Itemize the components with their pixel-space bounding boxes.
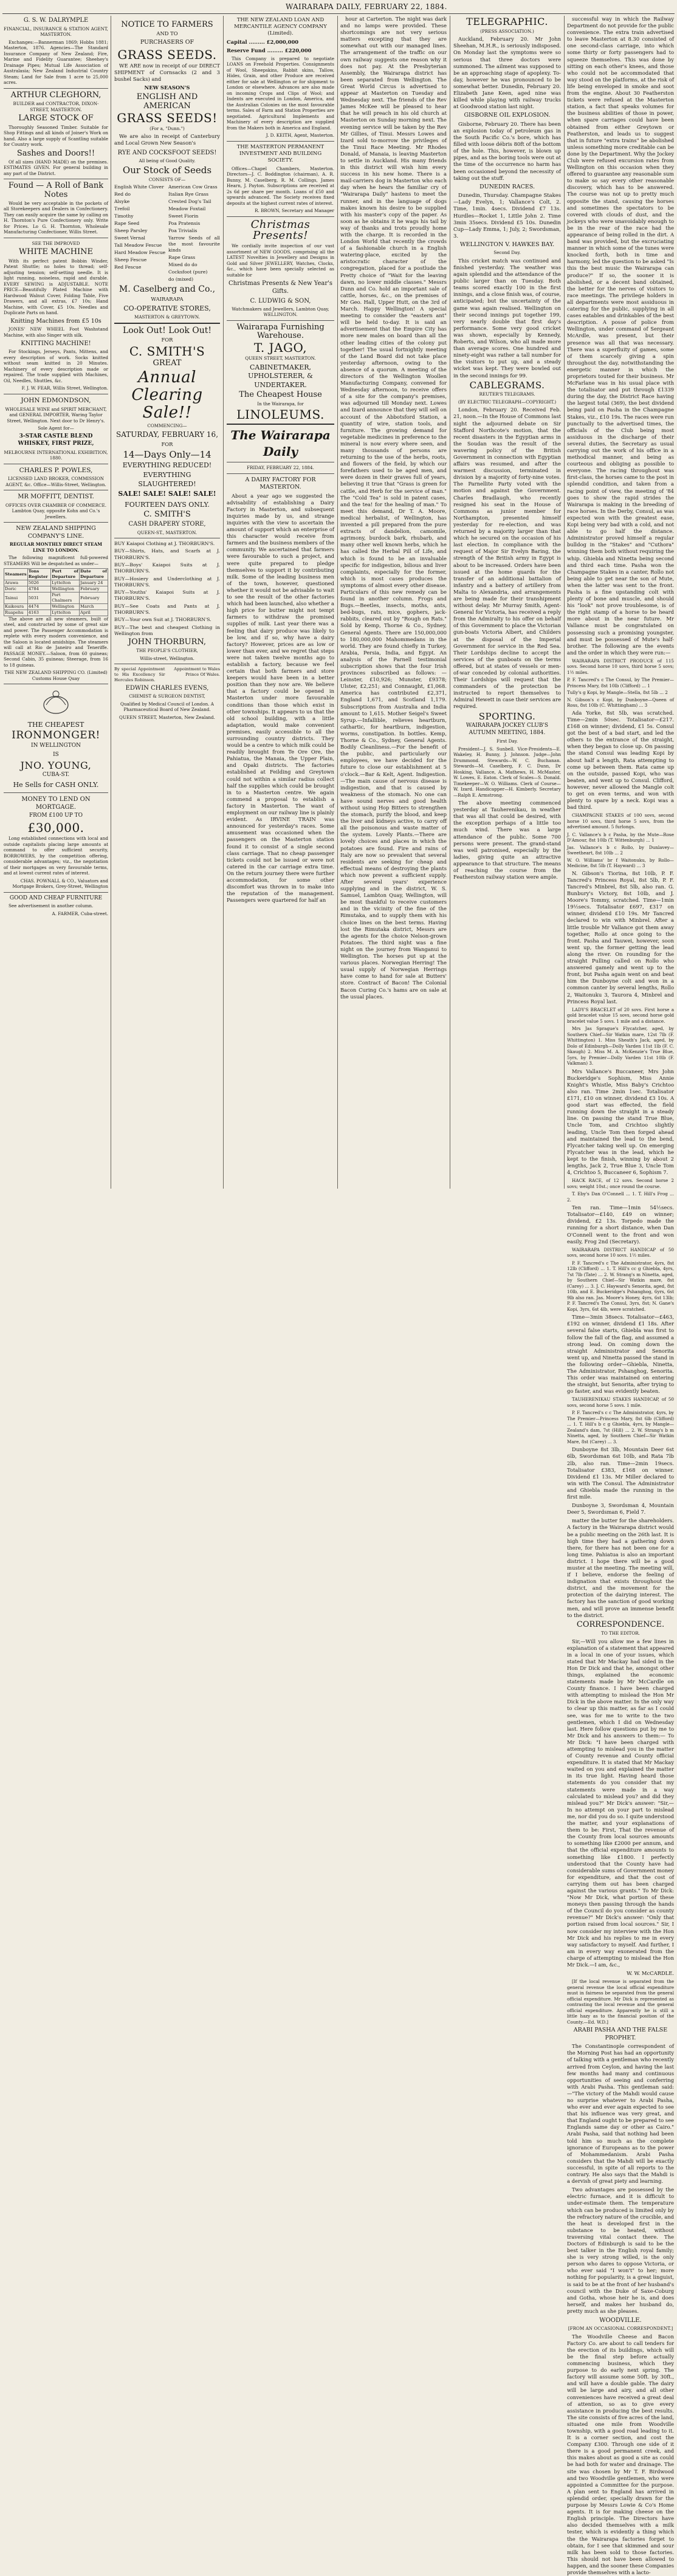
column-5 — [453, 16, 561, 1189]
ironmonger-heading: IRONMONGER! — [12, 729, 100, 742]
moffitt-heading: MR MOFFITT, DENTIST. — [18, 493, 94, 501]
column-3 — [227, 16, 334, 1189]
edwin-address: QUEEN STREET, Masterton, New Zealand. — [119, 714, 215, 720]
table-row: Doric 4784 Wellington February — [4, 586, 108, 592]
ironmonger-sub: IN WELLINGTON — [31, 742, 81, 749]
letter-body: matter the butter for the shareholders. A factory in the Wairarapa district would be a public meeting on the 26th last. It is high time they had a gathering down there, for there has not been one for a long time. Pahiatua is also an important district. I hope there will be a good muster at the meeting. The meeting will, if I believe, endorse the feeling of indignation that exists throughout the district, and the movement for the protection of the dairying interest. The factory has the sanction of good working men, and will prove an immense benefit to the district. — [567, 1517, 674, 1618]
column-rule — [337, 16, 338, 1189]
ladys-body: Mrs Vallance's Buccaneer, Mrs John Buckeridge's Sophism, Miss Annie Knight's Whistle, Miss Baby's Crichtoo also ran. Time 2min 1sec. Totalisator £171, £10 on winner, dividend £3 10s. A good start was effected, the field running down the straight in a steady line. On passing the stand True Blue, Uncle Tom, and Crichtoo slightly leading, Uncle Tom then forged ahead and maintained the lead to the bend, Flycatcher taking well up. On emerging Flycatcher was in the lead, which he kept to the finish, winning by about 2 lengths, Jack 2, True Blue 3, Uncle Tom 4, Crichtoo 5, Buccaneer 6, Sophism 7. — [567, 1068, 674, 1176]
in-wairarapa: In the Wairarapa, for — [257, 400, 304, 407]
dalrymple-sub: FINANCIAL, INSURANCE & STATION AGENT, MASTERTON. — [4, 26, 108, 38]
thorburn-heading: JOHN THORBURN, — [128, 637, 207, 647]
list-item: Crested Dog's Tail — [168, 199, 211, 205]
knitting-body: JONES' NEW WHEEL Foot Washstand Machine, with also Singer with silk. — [4, 326, 108, 338]
stock-seeds-heading: Our Stock of Seeds — [122, 165, 212, 176]
hack-body: Ten ran. Time—1min 54½secs. Totalisator—£140, £49 on winner; dividend, £2 13s. Torpedo made the running for a short distance, when Dan O'Connell went to the front and won easily, Frog 2nd (Secretary). — [567, 1204, 674, 1245]
young-sub: CUBA-ST. — [42, 772, 70, 778]
wdh-results: P. F. Tancred's c The Administrator, 4yrs, 8st 12lb (Clifford) ... 1. T. Hill's cc g Ghiebla, 4yrs, 7st 7lb (Tate) ... 2. W. Strang's m Ninetta, aged, by Southern Chief—Sir Watkin mare, 8st (Carey) ... 3. J. C. Hayward's Senorita, aged, 8st 10lb, and E. Buckeridge's Pshanghog, 6yrs, 6st 9lb also ran. Jas. Moore's Honey, 4yrs, 6st 13lb; P. F. Tancred's The Consul, 3yrs, 8st; N. Gane's Kopi, 3yrs, 6st 4lb, were scratched. — [567, 1260, 674, 1312]
list-item: BUY—Hosiery and Underclothing at J. THORBURN'S. — [114, 575, 220, 588]
list-item: BUY—Your own Suit at J. THORBURN'S. — [114, 617, 211, 623]
and-to: AND TO — [156, 30, 178, 37]
paper-logo: The Wairarapa Daily — [230, 428, 331, 459]
champagne-heading: CHAMPAGNE STAKES of 100 sovs, second horse 10 sovs, third horse 5 sovs, from the advertised amount. 5 furlongs. — [567, 812, 674, 830]
list-item: Cocksfoot (pure) — [168, 269, 208, 275]
cheapest-house: The Cheapest House — [239, 390, 322, 400]
edwin-heading: EDWIN CHARLES EVENS, — [125, 685, 209, 692]
list-item: Yarrow Seeds of all the most favourite kinds — [168, 235, 220, 253]
thorburn-place: Willis-street, Wellington. — [140, 655, 194, 661]
money-signature: CHAS. POWNALL & CO., Valuators and Mortgage Brokers, Grey-Street, Wellington — [12, 878, 108, 890]
clearing-heading: Clearing — [131, 386, 203, 405]
caselberg-place: WAIRARAPA — [151, 295, 184, 302]
table-header: Tons Register — [27, 569, 51, 580]
mpi-body: Offices—Chapel Chambers, Masterton. Directors—J. C. Boddington (chairman), A. R. Bunny, M. Caselberg, R. M. Collings, James Hearn, J. Payton. Subscriptions are received at 2s 6d per share per month. Loans of £50 and upwards advanced. The Society receives fixed deposits at the highest current rates of interest. — [227, 165, 334, 206]
days-heading: 14—Days Only—14 — [123, 449, 211, 461]
table-row: Kaikoura 4474 Wellington March — [4, 604, 108, 610]
list-item: N. Gibson's c Kopi, by Dunboyne—Queen of Ross, 8st 10lb (C. Whittingham) ... 3 — [567, 696, 674, 709]
ironmonger-is: IS — [53, 751, 59, 758]
list-item: Sweet Vernal — [114, 235, 145, 241]
telegraphic-sub: (PRESS ASSOCIATION.) — [480, 28, 534, 34]
list-item: Poa Trivialis — [168, 228, 198, 234]
gisborne-body: Gisborne, February 20. There has been an explosion today of petroleum gas in the South Pacific Co.'s bore, which has filled with loose débris 80ft of the bottom of the hole. This, however, is blown up pipes, and as the boring tools were out at the time of the occurrence no harm has been occasioned beyond the necessity of taking out the stuff. — [453, 120, 561, 181]
ladys-heading: LADY'S BRACELET of 20 sovs. First horse a gold bracelet value 15 sovs, second horse gold bracelet value 5 sovs. 1 mile and a distance. — [567, 1006, 674, 1024]
stock-heading: LARGE STOCK OF — [18, 114, 94, 123]
column-2 — [114, 16, 220, 1189]
knitting2-heading: KNITTING MACHINE! — [21, 340, 91, 348]
list-item: Jas. Vallance's b c Rollo, by Dunlavey—Sweetheart, 8st 10lb ... 2 — [567, 844, 674, 856]
hack-heading: HACK RACE, of 12 sovs. Second horse 2 sovs; weight 10st.; once round the course. — [567, 1178, 674, 1189]
gisborne-heading: GISBORNE OIL EXPLOSION. — [464, 112, 551, 119]
cheapest-heading: THE CHEAPEST — [27, 720, 84, 729]
edwin-body: Qualified by Medical Council of London. A Pharmaceutical Board of New Zealand. — [120, 701, 214, 713]
list-item: Tully's g Kopi, by Mangle—Stella, 8st 5lb ... 2 — [567, 690, 668, 696]
consists-of: CONSISTS OF— — [148, 176, 186, 182]
white-body: With its perfect patent Bobbin Winder, Patent Shuttle; no holes to thread; self-adjusting tension; self-setting needle. It is light running, noiseless, rapid and durable. EVERY SEWING is ADJUSTABLE. NOTE PRICE—Beautifully Plated Machine with Hardwood Walnut Cover, Folding Table, Five Drawers, and all extras, £7 10s; Hand Machine, with Cover, £5 10s. Needles and Duplicate Parts on hand. — [4, 258, 108, 316]
wjc-officers: President—J. S. Sunbell. Vice-Presidents—E. Wakeley, H. Bunny, J. Johnson. Judge—John Drummond. Stewards—W. C. Buchanan. Stewards—M. Caselberg, F. C. Dunn, Dr Hosking, Vallance, A. Mathews, H. McMaster, W. Lowes, E. Eaton. Clerk of Scales—S. Donald. Timekeeper—W. O. Williams. Clerk of Course—W. Izard. Handicapper—H. Kimberly. Secretary—Ralph E. Armstrong. — [453, 746, 561, 798]
sashes-body: Of all sizes (HAND MADE) on the premises. ESTIMATES GIVEN. For general building in any part of the District. — [4, 159, 108, 176]
cleghorn-sub: BUILDER and CONTRACTOR, DIXON-STREET, MASTERTON. — [13, 101, 99, 112]
nz-shipping-body: The following magnificent full-powered STEAMERS Will be despatched as under— — [4, 555, 108, 566]
edmondson-exhibition: MELBOURNE INTERNATIONAL EXHIBITION, 1880. — [4, 449, 108, 461]
coop-sub: MASTERTON & GREYTOWN. — [134, 314, 201, 320]
for2-text: FOR — [161, 441, 173, 447]
dunedin-body: Dunedin, Thursday. Champagne Stakes—Lady Evelyn, 1; Vallance's Colt, 2. Time, 1min. 4secs. Dividend £7 13s. Hurdles—Rocket 1, Little John 2. Time 3min 35secs. Dividend £5 10s. Dunedin Cup—Lady Emma, 1; July, 2; Swordsman, 3. — [453, 192, 561, 239]
cash-heading: He Sells for CASH ONLY. — [13, 781, 99, 789]
nzloan-heading: THE NEW ZEALAND LOAN AND MERCANTILE AGENCY COMPANY (Limited). — [234, 17, 327, 37]
hack-results: T. Eby's Dan O'Connell ... 1. T. Hill's Frog ... 2. — [567, 1191, 674, 1203]
ludwig-sub: Watchmakers and Jewellers, Lambton Quay, WELLINGTON. — [232, 306, 329, 318]
list-item: P. F. Tancred's c The Consul, by The Premier—Princess Mary, 8st 10lb (Clifford) ... 1 — [567, 677, 674, 689]
dalrymple-heading: G. S. W. DALRYMPLE — [23, 17, 89, 24]
great-text: GREAT — [153, 359, 182, 368]
wh-sub: Second Day. — [493, 250, 521, 256]
mpi-heading: THE MASTERTON PERMANENT INVESTMENT AND BUILDING SOCIETY. — [236, 143, 325, 164]
list-item: Rape Seed — [114, 221, 140, 227]
list-item: do (mixed) — [168, 276, 194, 283]
cabinet-heading: CABINETMAKER, UPHOLSTERER, & UNDERTAKER. — [248, 363, 313, 389]
coop-heading: CO-OPERATIVE STORES, — [123, 304, 211, 312]
wjc-sub: First Day. — [496, 738, 518, 744]
powles-sub: LICENSED LAND BROKER, COMMISSION AGENT, &c. Office—Willis-Street, Wellington. — [5, 476, 106, 487]
edwin-sub: CHEMIST & SURGEON DENTIST, — [129, 693, 205, 699]
canterbury-text: We are also in receipt of Canterbury and Local Grown New Season's — [114, 133, 220, 146]
csmith-heading: C. SMITH'S — [129, 344, 205, 359]
money-heading: MONEY TO LEND ON MORTGAGE. — [21, 795, 91, 811]
royal-row — [114, 667, 220, 683]
money-range: FROM £100 UP TO — [29, 812, 83, 819]
knitting-signature: F. J. W. FEAR, Willis Street, Wellington. — [21, 385, 108, 391]
cleghorn-heading: ARTHUR CLEGHORN, — [10, 90, 101, 100]
race-body3: N. Gibson's Tiorina, 8st 10lb, P. F. Tancred's Princess Royal, 8st 5lb, P. F. Tancred's Minbrel, 8st 5lb, also ran. G. Bunbury's Victory, 8st 10lb, and J. Moore's Tommy, scratched. Time—1min 19½secs. Totalisator £697, £317 on winner, dividend £10 19s. Mr Tancred declared to win with Minbrel. After a little trouble Mr Vallance got them away together, Rollo at once going to the front. Pasha and Tauwei, however, soon went up, the former getting the lead along the river. On rounding for the straight Pulling called on Rollo who answered gamely and went up to the front, but Pasha again went on and beat him the Dunboyne colt and won in a common canter by several lengths, Rollo 2, Waitonuku 3, Taurora 4, Minbrel and Princess Royal last. — [567, 870, 674, 1005]
for-text: FOR — [161, 337, 173, 343]
queen-st: QUEEN-ST., MASTERTON. — [137, 529, 198, 535]
list-item: Sheep Fescue — [114, 257, 147, 263]
buy-list — [114, 541, 220, 637]
dairy-body: About a year ago we suggested the advisability of establishing a Dairy Factory in Masterton, and subsequent inquiries made by us, and strange inquiries with the view to ascertain the amount of support which an enterprise of this character would receive from farmers and the business members of the community. We ascertained that farmers were favourable to such a project, and were quite prepared to pledge themselves to support it by contributing milk. Some of the leading business men of the town, however, questioned whether it would not be advisable to wait to see the result of the other factories which had been launched, also whether a high price for butter might not tempt farmers to withdraw the promised supplies of milk. Last year there was a feeling that dairy produce was likely to be low, and if so, why have a dairy factory? However, prices are as low or lower than ever, and we regret that steps were not taken twelve months ago to establish a factory, because we feel certain that both farmers and store keepers would have been in a better position than they now are. We believe that a factory could be opened in Masterton under more favourable conditions than those which exist in other townships. It appears to us that the old school building, with a little adaptation, would make convenient premises, easily accessible to all the surrounding country districts. They would be a centre to which milk could be readily brought from Te Ore Ore, the Pahiatua, the Manaia, the Upper Plain, and Opaki districts. The factories established at Feilding and Greytown could not within a similar radius collect half the supplies which could be brought in to a Masterton centre. We again commend a proposal to establish a factory in Masterton. The want of employment on our railway line is plainly evident. As IRVINE TRAIN was announced for yesterday's races. Some amusement was occasioned when the passengers on the Masterton station found it to consist of a single second class carriage. That no cheap passenger tickets could not be issued or were not catered in the car carriage extra time. On the return journey there were further accommodation, for some other discomfort was thrown in to make into the reputation of the management. Passengers were quartered for half an — [227, 492, 334, 904]
wdh-heading: WAIRARAPA DISTRICT HANDICAP of 50 sovs, second horse 10 sovs. 1½ miles. — [567, 1246, 674, 1259]
list-item: American Cow Grass — [168, 184, 218, 190]
furniture-body: See advertisement in another column. — [9, 903, 94, 909]
masthead — [0, 2, 677, 13]
rye-heading: RYE AND COCKSFOOT SEEDS! — [117, 149, 217, 156]
race-body2: Ada Yorke, 8st 5lb, was scratched. Time—2min 50sec. Totalisator—£217. £168 on winner; dividend, £1 5s. Consul got the best of a bad start, and led the others to the entrance of the straight, when they began to close up. On passing the stand Consul was leading Kopi by about half a length, Rata attempting to come up between them. Rata came up on the outside, passed Kopi, who was beaten, and went up to Consul. Clifford, however, never allowed the Mangle colt to get on even terms, and won with plenty to spare by a neck. Kopi was a bad third. — [567, 709, 674, 811]
white-heading: WHITE MACHINE — [18, 247, 94, 257]
knitting-heading: Knitting Machines from £5 10s — [10, 317, 101, 325]
list-item: Sweet Fiorin — [168, 213, 199, 219]
results-list — [567, 677, 674, 709]
for-dunn: (For a, "Dunn.") — [149, 125, 185, 131]
list-item: Sheep Parsley — [114, 228, 148, 234]
table-header: Port of Departure — [52, 569, 78, 580]
list-item: Mixed do do — [168, 262, 198, 268]
ironmonger-emblem — [4, 687, 108, 719]
edmondson-heading: JOHN EDMONDSON, — [21, 396, 91, 404]
column-6 — [567, 16, 674, 2575]
two-body: Two advantages are possessed by the electric furnace, and it is difficult to under-estimate them. The temperature which can be produced is limited only by the refractory nature of the crucible, and the heat is developed first in the substance to be heated, without traversing vital contact there. The Doctors of Edinburgh is said to be the best talker in the English royal family; she is very strong willed, is the only person who dares to oppose Victoria, or who ever said "I won't" to her; more nothing for popularity, is a great linguist, is said to be at the front of her husband's council with the Duke of Saxe-Coburg and Gotha, whose heir he is, and does herself, and makes her husband do, pretty much as she pleases. — [567, 2186, 674, 2314]
moffitt-sub: OFFICES OVER CHAMBER OF COMMERCE. Lambton Quay, opposite Kohn and Co.'s Jewellers. — [5, 502, 107, 520]
wjc-heading: WAIRARAPA JOCKEY CLUB'S AUTUMN MEETING, 1884. — [466, 723, 549, 737]
arabi-heading: ARABI PASHA AND THE FALSE PROPHET. — [573, 2027, 668, 2041]
table-header: Steamers — [4, 569, 28, 580]
race-body: successful way in which the Railway Department do not provide for the public convenience. The extra train advertised to leave Masterton at 8.30 consisted of one second-class carriage, into which some thirty or forty passengers had to squeeze themselves. This was done by sitting on each other's knees, and those who could not be accommodated that way stood on the platforms, at the risk of life being enveloped in smoke and soot from the engine. About 30 Featherston tickets were refused at the Masterton station, a fact that speaks volumes for the business abilities of those in power, when spare carriages could have been obtained from either Greytown or Featherston, and leads us to suggest that in future "extra trains" be abolished unless something more creditable can be done by the Department. Why the Jockey Club were refused excursion rates from Wellington on this occasion when they offered to guarantee any reasonable sum to make so say every other reasonable discovery, which has to be answered. The course was not up to pretty much opposite the stand, causing the horses and sometimes the spectators to be covered with clouds of dust, and the jockeys who were unavoidably enough to be in the rear of the race had the appearance of being rolled in the dirt. A band was provided, but the excruciating manner in which some of the tunes were knocked forth, both in time and harmony, led the question to be asked "Is this the best music the Wairarapa can produce?" If so, the sooner it is abolished, or a decent band obtained, the better for the nerves of visitors to race meetings. The privilege holders in all departments were most assiduous in catering for the public, supplying in all cases eatables and drinkables of the best description. A posse of police from Wellington, under command of Sergeant McArdle, was present, but their presence was all that was necessary. There was a superfluity of games, some of them scarcely giving a spin throughout the day, notwithstanding the energetic manner in which the proprietors touted for their business. Mr McFarlane was in his usual place with the totalisator and put through £1339 during the day, the District Race having the largest total (369), the best dividend being paid on Pasha in the Champagne Stakes, viz., £10 19s. The races were run punctually to the advertised times, the officials of the Club being most assiduous in the discharge of their several duties, the Secretary as usual carrying out the work of his office in a methodical manner, and being as courteous and obliging as possible to everyone. The racing throughout was first-class, the horses came to the post in splendid condition, and taken from a racing point of view, the meeting of '84 goes to show the rapid strides the Wairarapa is making in the breeding of race horses. In the Derby, Consul, as was expected won with the greatest ease, Kopi being very bad with a cold, and not able to go half the distance. Administrator proved himself a regular bulldog in the "Stakes" and "Cuthora" winning them both without requiring the whip. Ghiebla and Ninetta being second and third each time. Pasha won the Champagne Stakes in a canter, Rollo not being able to get near the son of Mute, when the latter was sent to the front. Pasha is a fine upstanding colt with plenty of bone and muscle, and should his "look" not prove troublesome, is of the right stamp of a horse to be heard more about in the near future. Mr Vallance must be congratulated on possessing such a promising youngster, and must be possessed of Mute's half-brother. The following are the events and the order in which they were run:— — [567, 16, 674, 656]
ship-body: The above are all new steamers, built of steel, and constructed by some of great size and power. The Passenger Accommodation is replete with every modern convenience, and the Saloon is located amidships. The steamers will call at Rio de Janeiro and Teneriffe. PASSAGE MONEY.—Saloon, from 60 guineas; Second Cabin, 35 guineas; Steerage, from 16 to 18 guineas. — [4, 616, 108, 668]
tau-results: P. F. Tancred's c c The Administrator, 4yrs, by The Premier—Princess Mary, 8st 6lb (Clifford) ... 1. T. Hill's b c g Ghiebla, 4yrs, by Mangle—Zealand's dam, 7st (Hill) ... 2. W. Strang's b m Ninetta, aged, by Southern Chief—Sir Watkin Mare, 8st (Carey) ... 3. — [567, 1410, 674, 1444]
masthead-title: WAIRARAPA DAILY, FEBRUARY 22, 1884. — [286, 2, 447, 11]
list-item: Meadow Foxtail — [168, 206, 206, 212]
list-item: Tall Meadow Fescue — [114, 242, 162, 249]
shipping-table — [4, 568, 108, 616]
wdp-heading: WAIRARAPA DISTRICT PRODUCE of 115 sovs. Second horse 10 sovs, third horse 5 sovs; 1½ miles. — [567, 658, 674, 675]
found-body: Would be very acceptable in the pockets of all Storekeepers and Dealers in Confectionery. They can easily acquire the same by calling on H. Thornton's Pure Confectionery only. Write for Prices. Lo G. H. Thornton, Wholesale Manufacturing Confectioner, Willis Street. — [4, 200, 108, 235]
knitting2-body: For Stockings, Jerseys, Pants, Mittens, and every description of work. Socks knitted without seam knitted in 20 Minutes. Machinery of every description made or repaired. The trade supplied with Machines, Oil, Needles, Shuttles, &c. — [4, 349, 108, 383]
queen-street: QUEEN STREET, MASTERTON. — [245, 355, 316, 362]
xmas-heading: Christmas Presents! — [250, 218, 311, 242]
table-header: Date of Departure — [80, 569, 107, 580]
correspondence-body: Sir,—Will you allow me a few lines in explanation of a statement that appeared in a local in one of your issues, which stated that Mr Mackay had sided in the Hon Dr Dick and that he, amongst other things, explained the economic statements made by Mr McCardle on County finance. I have been charged with attempting to mislead the Hon Mr Dick in the above matter. In the only way to clear up this matter, as far as I could see, was for me to write to the two gentlemen, which I did on Wednesday last. Here follow questions put by me to Mr Dick and his answers to them:— To Mr Dick: "I have been charged with attempting to mislead you in the matter of County revenue and County official expenditure. It is stated that Mr Mackay waited on you and explained the matter in its true light. Having heard those statements do you consider that my statements were made in a way calculated to mislead you? and did they mislead you?" Mr Dick's answer: "Sir,—In no attempt on your part to mislead me, nor did you do so. I quite understood the matter, and your explanations of them to be: First, That the revenue of the County from local sources amounts to something like £2000 per annum, and that the official expenditure amounts to something like £1800. I perfectly understood that the County have had considerable sums of Government money for expenditure, and that the cost of carrying them out has been charged against the various grants." To Mr Dick: "Now Mr Dick, what portion of these moneys then passing through the hands of the Council do you consider as county revenue?" Mr Dick's answer: "Only that portion raised from local sources." Sir, I now consider my interview with the Hon Mr Dick and his replies to me in every way satisfactory to myself. And further, I am in every way exonerated from the charge of attempting to mislead the Hon Mr Dick.—I am, &c., — [567, 1638, 674, 1968]
dalrymple-body: Exchanges:—Bannerman 1869; Hobbs 1881; Masterton, 1876. Agencies—The Standard Insurance Company of New Zealand; Fire, Marine and Fidelity Guarantee; Sheehey's Drainage Pipes; Mutual Life Association of Australasia; New Zealand Industrial Country Steam; Land for Sale from 1 acre to 25,000 acres. — [4, 39, 108, 86]
header-rule — [2, 13, 675, 14]
list-item: Italian Rye Grass — [168, 191, 209, 197]
wf-heading: Wairarapa Furnishing Warehouse. — [236, 322, 325, 341]
english-heading: ENGLISH AND AMERICAN — [136, 92, 198, 111]
list-item: BUY—The best and cheapest Clothing in Wellington from — [114, 624, 220, 636]
fourteen-heading: FOURTEEN DAYS ONLY. — [125, 500, 210, 509]
list-item: Red Fescue — [114, 264, 142, 270]
notice-heading: NOTICE TO FARMERS — [121, 20, 213, 29]
sashes-heading: Sashes and Doors!! — [16, 148, 95, 158]
list-item: Timothy — [114, 213, 134, 219]
telegraphic-heading: TELEGRAPHIC. — [466, 16, 548, 27]
wjc-body: The above meeting commenced yesterday at Tauherenikau, in weather that was all that could be desired, with the exception perhaps of a little too much wind. There was a large attendance of the public. Some 700 persons were present. The grand-stand was well patronised, especially by the ladies, giving quite an attractive appearance to that structure. The means of reaching the course from the Featherston railway station were ample. — [453, 800, 561, 881]
list-item: Hard Meadow Fescue — [114, 250, 166, 256]
wh-heading: WELLINGTON V. HAWKES BAY. — [459, 241, 555, 248]
list-item: J. C. Vallance's b c Pasha, by the Mute—Rose D'Amour, 8st 10lb (T. Wittenburgh) ... 1 — [567, 831, 674, 843]
powles-heading: CHARLES P. POWLES, — [19, 466, 93, 474]
csmith2-heading: C. SMITH'S — [143, 510, 191, 520]
reduced-heading: EVERYTHING REDUCED! — [122, 461, 212, 469]
telegraphic-body: Auckland, February 20. Mr John Sheehan, M.H.R., is seriously indisposed. On Monday last the symptoms were so serious that three doctors were summoned. The ailment was supposed to be an approaching stage of apoplexy. To-day, however he was pronounced to be somewhat better. Dunedin, February 20. Elizabeth Jane Keen, aged nine was killed while playing with railway trucks at Goodwood station last night. — [453, 36, 561, 110]
nzloan-body: This Company is prepared to negotiate LOANS on Freehold Properties. Consignments of Wool, Sheepskins, Rabbit skins, Tallow, Hides, Grain, and other Produce are received either for sale at Wellington or for shipment to London or elsewhere. Advances are also made on incoming Crops and Clips of Wool; and Indents are executed in London, America, and the Australian Colonies on the most favourable terms. Sales of Farm and Station Properties are negotiated. Agricultural Implements and Machinery of every description are supplied from the Makers both in America and England. — [227, 55, 334, 131]
nz-shipping-sub: REGULAR MONTHLY DIRECT STEAM LINE TO LONDON. — [9, 541, 103, 553]
dairy-heading: A DAIRY FACTORY FOR MASTERTON. — [245, 476, 316, 491]
wh-body: This cricket match was continued and finished yesterday. The weather was again splendid and the attendance of the public larger than on Tuesday. Both teams scored exactly 100 in the first innings, and a close finish was, of course, anticipated; but the uncertainty of the game was again realised. Wellington on their second innings put together 199, very nearly double that first day's performance. Some very good cricket was shown, especially by Kennedy, Roberts, and Wilson, who all made more than average scores. One hundred and ninety-eight was rather a tall number for the visitors to put up, and a steady wicket was kept. They were bowled out in the second innings for 99. — [453, 257, 561, 379]
column-rule — [223, 16, 224, 1189]
royal-left: By special Appointment to His Excellency Sir Hercules Robinson. — [114, 667, 165, 683]
list-item: BUY—Youths' Kaiapoi Suits at J. THORBURN'S. — [114, 589, 220, 602]
new-seasons: NEW SEASON'S — [144, 84, 190, 91]
money-body: Long established connections with local and outside capitalists placing large amounts at command to offer sufficient security, BORROWERS, by the competition offering, considerable advantages; viz., the negotiation of their mortgages on very favourable terms, and at lowest current rates of interest. — [4, 836, 108, 876]
cable-heading: CABLEGRAMS. — [469, 379, 545, 391]
list-item: Poa Pratensis — [168, 221, 201, 227]
xmas-body: We cordially invite inspection of our vast assortment of NEW GOODS, comprising all the LATEST Novelties in Jewellery and Designs in Gold and Silver JEWELLERY, Watches, Clocks, &c., which have been specially selected as suitable for — [227, 243, 334, 278]
commencing: COMMENCING— — [147, 422, 187, 428]
sporting-heading: SPORTING. — [478, 710, 536, 722]
dunedin-heading: DUNEDIN RACES. — [479, 183, 535, 190]
furniture-heading: GOOD AND CHEAP FURNITURE — [9, 895, 103, 901]
arabi-body: The Constantinople correspondent of the Morning Post has had an opportunity of talking with a gentleman who recently arrived from Ceylon, and having the last few months had many and continuous opportunities of seeing and conferring with Arabi Pasha. This gentleman said:—"The victory of the Mahdi would cause no surprise whatever to Arabi Pasha, who ever and ever again expected to see that his influence was very great, and that England ought to be prepared to see Englands same day or other as Cairo." Arabi Pasha, said that nothing had been told him so much as the complete ignorance of Europeans as to the power of Mohammedanism. Arabi Pasha considers that the Mahdi will be exactly successful, in spite of all reports to the contrary. He also says that the Mahdi is a dervish of great piety and learning. — [567, 2043, 674, 2185]
correspondence-heading: CORRESPONDENCE. — [576, 1619, 665, 1629]
table-row: Tainui 5031 Port Chalmers February — [4, 592, 108, 604]
paper-date: FRIDAY, FEBRUARY 22, 1884. — [247, 465, 314, 471]
found-heading: Found — A Roll of Bank Notes — [8, 181, 104, 199]
caselberg-heading: M. Caselberg and Co., — [119, 284, 216, 295]
jago-heading: T. JAGO, — [253, 340, 308, 355]
seeds-list — [114, 184, 220, 284]
cable-sub: REUTER'S TELEGRAMS. — [479, 391, 535, 397]
grass-heading: GRASS SEEDS. — [117, 47, 217, 62]
list-item: Rape Grass — [168, 255, 196, 261]
list-item: W. O. Williams' br f Waitonuku, by Rollo—Medicine, 8st 5lb (T. Hayward) ... 3 — [567, 857, 674, 869]
royal-right: Appointment to Wales Prince Of Wales. — [174, 667, 220, 678]
saturday-heading: SATURDAY, FEBRUARY 16, — [115, 430, 219, 439]
lookout-heading: Look Out! Look Out! — [122, 325, 212, 335]
list-item: BUY Kaiapoi Clothing at J. THORBURN'S. — [114, 541, 215, 547]
finale: Dunboyne 3, Swordsman 4, Mountain Deer 5, Swordsman 6, Field 7. — [567, 1502, 674, 1516]
wdh-body: Time—3min 38secs. Totalisator—£463, £192 on winner, dividend £1 18s. After several false starts, Ghiebla was first to follow the fall of the flag, and assumed a strong lead. On coming down the straight Administrator and Senorita went up, and Ninetta passed the stand in the following order—Ghiebla, Ninetta, The Administrator, Pshanghog, Senorita. This order was maintained on entering the straight, but Senorita, after trying to go faster, and was evidently beaten. — [567, 1314, 674, 1395]
column-4 — [340, 16, 447, 1189]
tau-body: Dunboyne 8st 3lb, Mountain Deer 6st 6lb, Swordsman 6st 10lb, and Rata 7lb 2lb, also ran. Time—2min 19secs. Totalisator £383, £168 on winner. Dividend £1 13s. Mr Miller declared to win with The Consul. The Administrator and Ghiebla made the running in the first mile. — [567, 1446, 674, 1500]
capital: Capital ......... £2,000,000 — [227, 38, 299, 45]
table-row: Ruapehu 4163 Lyttelton April — [4, 610, 108, 616]
sale-stack: SALE! SALE! SALE! SALE! — [118, 490, 216, 498]
money-amount: £30,000. — [27, 820, 84, 836]
news-body: hour at Carterton. The night was dark and no lamps were provided. These shortcomings are not very serious matters excepting that they are somewhat out with our managed lines. The arrangement of the traffic on our own railway suggests one reason why it does not pay. At the Presbyterian Assembly, the Wairarapa district has been separated from Wellington. The Great World Circus is advertised to appear at Masterton on Tuesday and Wednesday next. The friends of the Rev James McKee will be pleased to hear that he will preach in his old church at Masterton on Sunday morning next. The evening service will be taken by the Rev Mr Gillies, of Tinui. Messrs Lowes and Izard sold to-morrow the privileges of the Tinui Race Meeting. Mr Rhodes Donald, of Manaia, is leaving Masterton to settle in Auckland. His many friends in this district will wish him every success in his new home. There is a mail-carriers dog in Masterton who each day when he hears the familiar cry of "Wairarapa Daily" hastens to meet the runner, and in the language of dogs makes known his desire to be supplied with his master's copy of the paper. As soon as he obtains it he wags his tail by way of thanks and trots proudly home with the charge. It is recorded in the London World that recently the crowds of a fashionable church in a English watering-place, excited by the aristocratic character of the congregation, placed for a postlude the Pretty choice of "Wait for the leaving dawn, no lower middle classes." Messrs Dunn and Co. hold an important sale of cattle, horses, &c., on the premises of Mr Geo. Hall, Upper Hutt, on the 3rd of March. Happy Wellington! A special meeting to consider the "eastern ant" will be held to-day. It is said an advertisement that the Empire City has more new males on board than all the other leading cities of the colony put together! The usual fortnightly meeting of the Land Board did not take place yesterday afternoon, owing to the absence of a quorum. A meeting of the directors of the Wellington Woollen Manufacturing Company, convened for Wednesday afternoon, to receive offers of a site for the company's premises, was adjourned till Monday next. Lowes and Izard announce that they will sell on account of the Abbotsford Station, a quantity of wire, station tools, and furniture. The growing demand for vegetable medicines in preference to the mineral is now every where seen, and many thousands of persons are returning to the use of the herbs, roots, and flowers of the field, by which our forefathers used to be aged men, and were dozen in their graves full of years, believing it true that "Grass is green for cattle, and Herb for the service of man." The "Cold Tea" is sold in patent cases, and the tea! for the healing of man." To meet this demand, Dr T. A. Moore, medical herbalist, of Wellington, has invented a pill prepared from the pure extracts of dandelion, camomile, agrimony, burdock bark, rhubarb, and many other well known herbs, which he has called the Herbal Pill of Life, and which is found to be an invaluable specific for indigestion, bilious and liver complaints, especially for the former, which is most cases produces the symptoms of almost every other disease. Particulars of this new remedy can be found in another column. Frogs and Bugs.—Beetles, insects, moths, ants, bed-bugs, rats, mice, gophers, jack-rabbits, cleared out by "Rough on Rats." Sold by Kemp, Thorne & Co., Sydney, General Agents. There are 150,000,000 to 180,000,000 Mahommedans in the world. They are found chiefly in Turkey, Arabia, Persia, India, and Egypt. An analysis of the Parnell testimonial subscription shows that the four Irish provinces subscribed as follows: —Leinster, £10,926; Munster, £9378; Ulster, £2,251; and Connaught, £1,068. America has contributed £2,371, England 1,671, and Scotland 1,179. Subscriptions from Australia and India amount to 1,615. Mother Seigel's Sweet Syrup.—Infallible, relieves heartburn, cathartic, for heartburn, indigestion, worms, constipation. In bottles. Kemp, Thorne & Co., Sydney, General Agents. Bodily Cleanliness.—For the benefit of the public, and particularly our employees, we have decided for the future to close our establishment at 5 o'clock.—Bar & Kelt, Agent. Indigestion.—The main cause of nervous disease is indigestion, and that is caused by weakness of the stomach. No one can have sound nerves and good health without using Hop Bitters to strengthen the stomach, purify the blood, and keep the liver and kidneys active, to carry off all the poisonous and waste matter of the system. Lovely Plants.—There are lovely choices and places in which the potatoes are found. Fire and rains of Italy are now so prevalent that several residents are seeking for cheap and effectual means of destroying the plants which now prevent a sufficient supply. After several years' experience supplying and in the district, W. S. Samuel, Lambton Quay, Wellington, will be most thankful to receive customers and in the vicinity of the fine of the Rimutaka, and to supply them with his choice lines on the best terms. Having lost the Rimutaka district, Messrs are the agents for the choice Nelson-grown Potatoes. The third night was a fine night on the journey from Wanganui to Wellington. The horses put up at the various places. Norwegian Herring! The usual supply of Norwegian Herrings have come to hand for sale at Butters' store. Contract of Bacon! The Colonial Bacon Curing Co.'s hams are on sale at the usual places. — [340, 16, 447, 1000]
list-item: BUY—Boys' Kaiapoi Suits at J. THORBURN'S. — [114, 562, 220, 574]
linoleums-heading: LINOLEUMS. — [236, 407, 325, 422]
results-list — [567, 832, 674, 869]
mpi-signature: R. BROWN, Secretary and Manager — [255, 208, 334, 213]
thorburn-sub: THE PEOPLE'S CLOTHIER, — [136, 648, 198, 654]
nz-shipping-heading: NEW ZEALAND SHIPPING COMPANY'S LINE. — [16, 525, 96, 540]
grass2-heading: GRASS SEEDS! — [117, 110, 218, 125]
grass-body: WE ARE now in receipt of our DIRECT SHIPMENT of Cornsacks (2 and 3 bushel Sacks) and — [114, 62, 220, 83]
edmondson-agent: Sole Agent for— — [38, 425, 74, 431]
correspondence-sub: TO THE EDITOR. — [601, 1630, 640, 1637]
list-item: BUY—Shirts, Hats, and Scarfs at J. THORBURN'S. — [114, 548, 220, 560]
tau-heading: TAUHERENIKAU STAKES HANDICAP, of 50 sovs, second horse 5 sovs. 1 mile. — [567, 1396, 674, 1408]
ludwig-heading: C. LUDWIG & SON, — [250, 297, 311, 304]
edmondson-sub: WHOLESALE WINE and SPIRIT MERCHANT, and GENERAL IMPORTER, Waring Taylor Street, Wellington. Next door to Dr Henry's. — [5, 406, 107, 424]
list-item: English White Clover — [114, 184, 164, 190]
correspondence-note: [If the local revenue is separated from the general revenue the local official expenditure must in fairness be separated from the general official expenditure. Mr Dick is represented as contrasting the local revenue and the general official expenditure. Apparently he is still a little hazy as to the financial position of the County.—Ed. W.D.] — [567, 1979, 674, 2025]
xmas2-heading: Christmas Presents & New Year's Gifts. — [229, 280, 332, 295]
slaughtered-heading: EVERYTHING SLAUGHTERED! — [138, 471, 196, 488]
list-item: Red do — [114, 191, 131, 197]
annual-heading: Annual — [138, 368, 196, 386]
column-rule — [564, 16, 565, 1189]
reserve: Reserve Fund ......... £220,000 — [227, 47, 312, 53]
all-being: All being of Good Quality. — [139, 157, 196, 163]
furniture-signature: A. FARMER, Cuba-street. — [52, 910, 108, 916]
cash-drapery-heading: CASH DRAPERY STORE, — [128, 521, 206, 528]
cable-sub2: (BY ELECTRIC TELEGRAPH—COPYRIGHT.) — [458, 399, 557, 405]
correspondence-signature: W. W. McCARDLE. — [626, 1970, 674, 1977]
column-1 — [4, 16, 108, 1189]
stock-body: Thoroughly Seasoned Timber. Suitable for Shop Fittings and all kinds of Joiner's Work on hand. Also a large supply of Scantling suitable for Country work. — [4, 124, 108, 148]
list-item: Alsyke — [114, 199, 130, 205]
young-heading: JNO. YOUNG, — [20, 759, 92, 771]
edmondson-star: 3-STAR CASTLE BLEND WHISKEY, FIRST PRIZE, — [18, 433, 94, 447]
table-row: Arawa 5026 Lyttelton January 24 — [4, 580, 108, 586]
sale-heading: Sale!! — [142, 404, 192, 422]
woodville-body: The Woodville Cheese and Bacon Factory Co. are about to call tenders for the erection of its buildings, which will be the final step before actually commencing business, which they purpose to do early next spring. The factory will assume some 50ft. by 30ft., and will have a double gable. The dairy will be large and airy, and all other conveniences have received a great deal of attention, so as to give every assistance in producing the best results. The site consists of five acres of the land, situated one mile from Woodville township, with a good road leading to it. It is a corner section, and cost the Company £300. Through one side of it there is a good permanent creek, and this makes about as good a site as could be had both for water and drainage. The site was chosen by Mr T. F. Birdwood and two Woodville gentlemen, who were appointed a Committee for the purpose. A plan sent to England has arrived in splendid order, specially drawn for the purpose by Messrs Lowie & Co's Home agents. It is for making cheese on the English principle. The Directors have also decided themselves with a milk tester, which is evidently a thing which the the Wairarapa factories forget to obtain, for I see that skimmed and sour milk has been sold to those factories. This should not have been allowed to happen, and the sooner these Companies provide themselves with a lacto- — [567, 2333, 674, 2575]
cable-body: London, February 20. Received Feb. 21, noon.—In the House of Commons last night the adjourned debate on Sir Stafford Northcote's motion, that the recent disasters in the Egyptian arms in the Soudan was the result of the wavering policy of the British Government in connection with Egyptian affairs was resumed, and after the warmest discussion, terminated in division by a majority of forty-nine votes. The Parnellite Party voted with the motion and against the Government. Charles Bradlaugh, who recently resigned his seat in the House of Commons as junior member for Northampton, presented himself yesterday for re-election, and was returned by a majority larger than that which he secured on the occasion of his last election. In compliance with the request of Major Sir Evelyn Baring, the strength of the British army in Egypt is about to be increased. Orders have been issued at the home guards for the transfer of an additional battalion of infantry and a battery of artillery from Malta to Alexandria, and arrangements are being made for their transhipment without delay. Mr Murray Smith, Agent-General for Victoria, has received a reply from the Admiralty to his offer on behalf of this Government to place the Victorian gun-boats Victoria Albert, and Childers at the disposal of the Imperial Government for service in the Red Sea. Their Lordships decline to accept the services of the gunboats on the terms offered, but at states of vessels or men-of-war conceded by colonial authorities. Their Lordships will request that the commanders of the protection be instructed to report themselves to Admiral Hewett in case their services are required. — [453, 407, 561, 710]
white-pre: SEE THE IMPROVED — [32, 240, 80, 246]
purchasers: PURCHASERS OF — [140, 39, 194, 46]
list-item: Trefoil — [114, 206, 130, 212]
crest-icon — [38, 687, 74, 717]
woodville-heading: WOODVILLE. — [599, 2317, 642, 2324]
ladys-results: Mrs Jas Sprague's Flycatcher, aged, by Southern Chief—Sir Watkin mare, 12st 7lb (F. Whittington) 1. Miss Sheath's Jack, aged, by Dolo of Edinburgh—Dolly Varden 11st 1lb (F. C. Skaugh) 2. Miss M. A. McKenzie's True Blue, 5yrs, by Premier—Dolly Varden 11st 10lb (F. Valkman) 3. — [567, 1026, 674, 1066]
woodville-sub: [FROM AN OCCASIONAL CORRESPONDENT.] — [568, 2326, 673, 2332]
list-item: BUY—See Coats and Pants at J. THORBURN'S. — [114, 603, 220, 615]
ship-signature: THE NEW ZEALAND SHIPPING CO. (Limited) Customs House Quay — [4, 670, 108, 681]
nzloan-signature: J. D. KEITH, Agent, Masterton. — [266, 132, 334, 139]
